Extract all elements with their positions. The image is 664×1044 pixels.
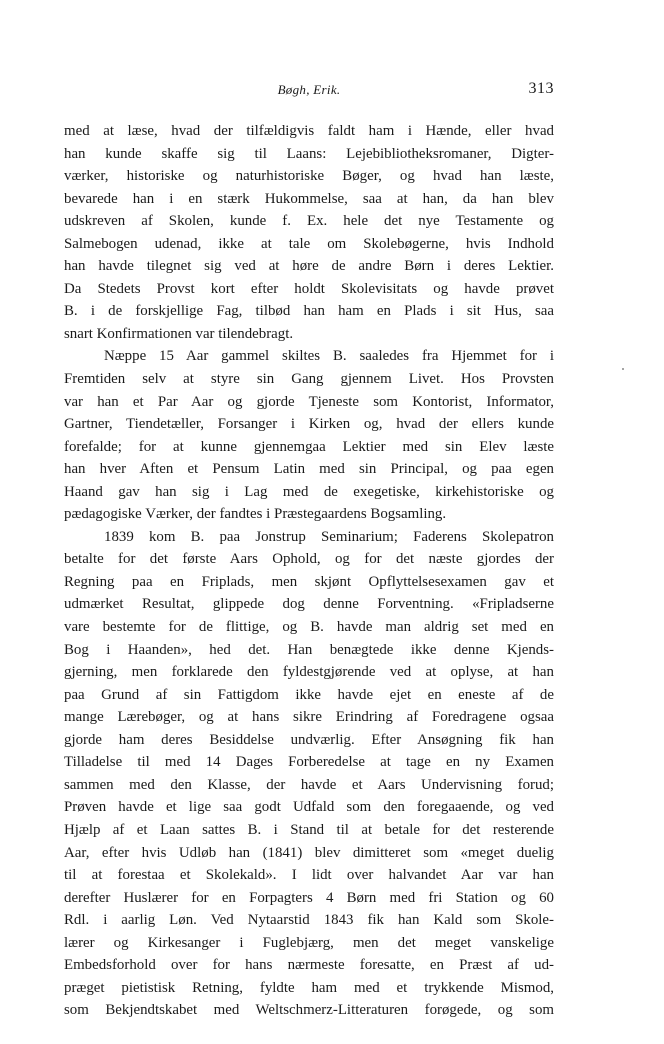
text-line: udskreven af Skolen, kunde f. Ex. hele det nye Testamente og	[64, 213, 554, 230]
text-line: paa Grund af sin Fattigdom ikke havde ejet en eneste af de	[64, 686, 554, 703]
text-line: Bog i Haanden», hed det. Han benægtede ikke denne Kjends-	[64, 641, 554, 658]
text-line: bevarede han i en stærk Hukommelse, saa at han, da han blev	[64, 190, 554, 207]
text-line: Rdl. i aarlig Løn. Ved Nytaarstid 1843 fik han Kald som Skole-	[64, 912, 554, 929]
text-line: gjorde ham deres Besiddelse undværlig. Efter Ansøgning fik han	[64, 731, 554, 748]
text-line: værker, historiske og naturhistoriske Bøger, og hvad han læste,	[64, 168, 554, 185]
text-line: med at læse, hvad der tilfældigvis faldt ham i Hænde, eller hvad	[64, 123, 554, 139]
text-line: Da Stedets Provst kort efter holdt Skolevisitats og havde prøvet	[64, 280, 554, 297]
text-line: han havde tilegnet sig ved at høre de andre Børn i deres Lektier.	[64, 258, 554, 275]
page-number: 313	[528, 80, 554, 97]
running-head	[64, 80, 554, 102]
text-line: var han et Par Aar og gjorde Tjeneste som Kontorist, Informator,	[64, 393, 554, 410]
text-line: Hjælp af et Laan sattes B. i Stand til at betale for det resterende	[64, 821, 554, 838]
text-line: han hver Aften et Pensum Latin med sin Principal, og paa egen	[64, 461, 554, 478]
text-line: han kunde skaffe sig til Laans: Lejebibliotheksromaner, Digter-	[64, 145, 554, 162]
text-line: forefalde; for at kunne gjennemgaa Lektier med sin Elev læste	[64, 438, 554, 455]
text-line: Fremtiden selv at styre sin Gang gjennem Livet. Hos Provsten	[64, 371, 554, 388]
text-line: pædagogiske Værker, der fandtes i Præstegaardens Bogsamling.	[64, 506, 447, 523]
text-line: Gartner, Tiendetæller, Forsanger i Kirken og, hvad der ellers kunde	[64, 416, 554, 433]
text-line: Embedsforhold over for hans nærmeste foresatte, en Præst af ud-	[64, 957, 554, 974]
text-line: Regning paa en Friplads, men skjønt Opflyttelsesexamen gav et	[64, 573, 554, 590]
text-line: Haand gav han sig i Lag med de exegetiske, kirkehistoriske og	[64, 483, 554, 500]
text-line: mange Lærebøger, og at hans sikre Erindring af Foredragene ogsaa	[64, 709, 554, 726]
running-title: Bøgh, Erik.	[277, 82, 341, 97]
text-line: Tilladelse til med 14 Dages Forberedelse at tage en ny Examen	[64, 754, 554, 771]
text-line: sammen med den Klasse, der havde et Aars Undervisning forud;	[64, 776, 554, 793]
text-line: snart Konfirmationen var tilendebragt.	[64, 325, 294, 342]
text-line: Salmebogen udenad, ikke at tale om Skolebøgerne, hvis Indhold	[64, 235, 554, 252]
text-line: præget pietistisk Retning, fyldte ham med et trykkende Mismod,	[64, 979, 554, 996]
text-line: 1839 kom B. paa Jonstrup Seminarium; Faderens Skolepatron	[104, 528, 554, 545]
text-line: B. i de forskjellige Fag, tilbød han ham en Plads i sit Hus, saa	[64, 303, 554, 320]
margin-speck	[622, 368, 624, 370]
text-line: Prøven havde et lige saa godt Udfald som den foregaaende, og ved	[64, 799, 554, 816]
text-line: som Bekjendtskabet med Weltschmerz-Litteraturen forøgede, og som	[64, 1002, 554, 1019]
text-line: udmærket Resultat, glippede dog denne Forventning. «Fripladserne	[64, 596, 554, 613]
text-line: Aar, efter hvis Udløb han (1841) blev dimitteret som «meget duelig	[64, 844, 554, 861]
body-text	[64, 120, 554, 1022]
text-line: Næppe 15 Aar gammel skiltes B. saaledes fra Hjemmet for i	[104, 348, 554, 365]
text-line: til at forestaa et Skolekald». I lidt over halvandet Aar var han	[64, 867, 554, 884]
text-line: betalte for det første Aars Ophold, og for det næste gjordes der	[64, 551, 554, 568]
text-line: lærer og Kirkesanger i Fuglebjærg, men det meget vanskelige	[64, 934, 554, 951]
text-line: gjerning, men forklarede den fyldestgjørende ved at oplyse, at han	[64, 664, 554, 681]
text-line: vare bestemte for de flittige, og B. havde man aldrig set med en	[64, 619, 554, 636]
text-line: derefter Huslærer for en Forpagters 4 Børn med fri Station og 60	[64, 889, 554, 906]
